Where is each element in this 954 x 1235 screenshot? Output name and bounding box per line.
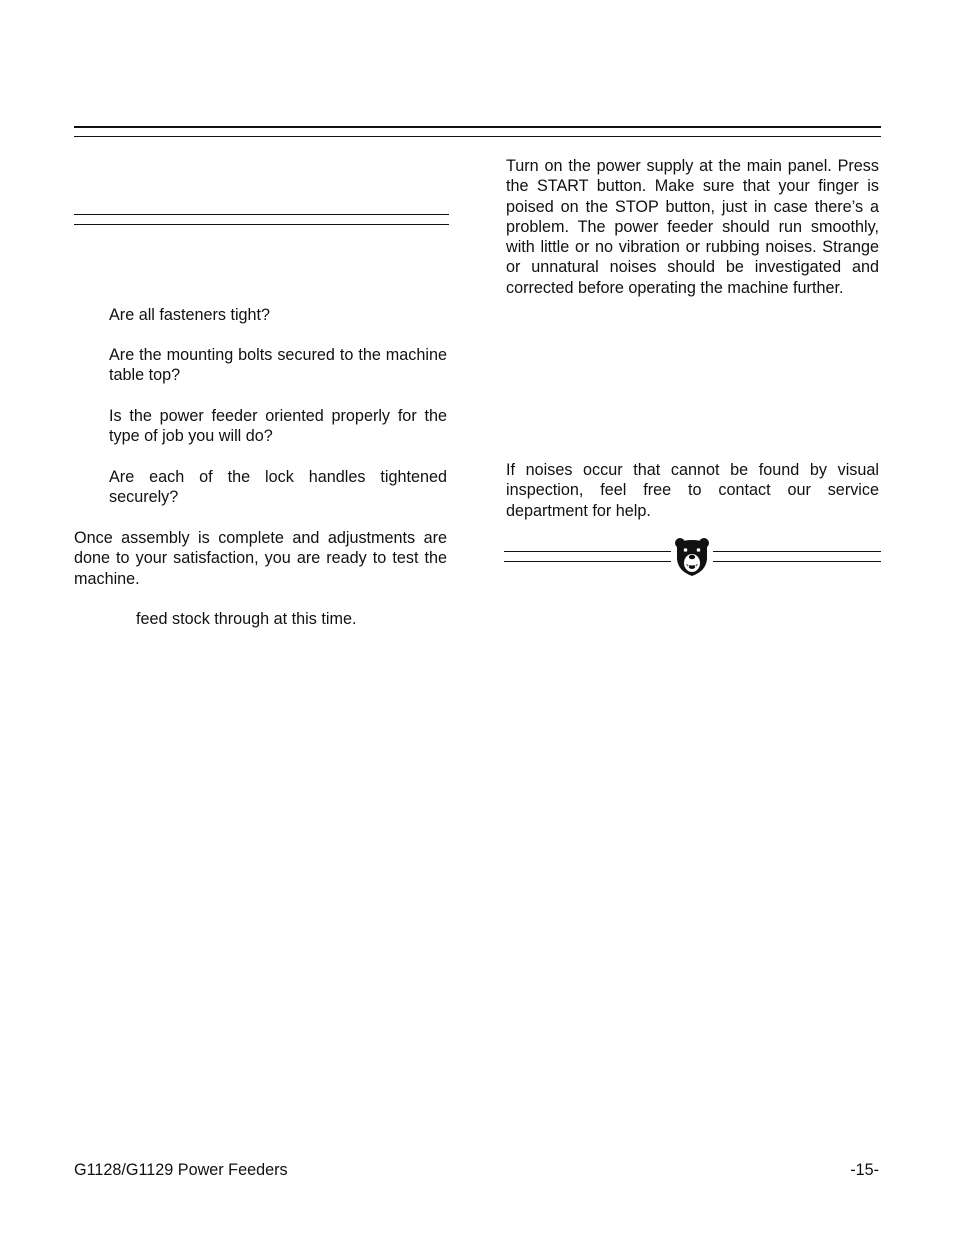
left-section-rule-bottom	[74, 224, 449, 225]
divider-left-top	[504, 551, 671, 552]
footer-page-number: -15-	[850, 1161, 879, 1179]
checklist-question-1: Are all fasteners tight?	[109, 306, 271, 324]
checklist-question-3: Is the power feeder oriented properly for the type of job you will do?	[109, 407, 447, 446]
checklist-question-4: Are each of the lock handles tightened securely?	[109, 468, 447, 507]
footer-model-name: G1128/G1129 Power Feeders	[74, 1161, 288, 1179]
divider-right-bottom	[713, 561, 881, 562]
divider-right-top	[713, 551, 881, 552]
bear-head-icon	[673, 537, 711, 577]
note-fragment: feed stock through at this time.	[136, 610, 357, 628]
header-rule-top	[74, 126, 881, 128]
checklist-question-2: Are the mounting bolts secured to the machine table top?	[109, 346, 447, 385]
left-section-rule-top	[74, 214, 449, 215]
header-rule-bottom	[74, 136, 881, 137]
assembly-paragraph: Once assembly is complete and adjustments are done to your satisfaction, you are ready to test the machine.	[74, 529, 447, 588]
test-run-paragraph: Turn on the power supply at the main panel. Press the START button. Make sure that your finger is poised on the STOP button, just in case there’s a problem. The power feeder should run smoothly, with little or no vibration or rubbing noises. Strange or unnatural noises should be investigated and corrected before operating the machine further.	[506, 157, 879, 297]
divider-left-bottom	[504, 561, 671, 562]
noise-paragraph: If noises occur that cannot be found by visual inspection, feel free to contact our service department for help.	[506, 461, 879, 520]
